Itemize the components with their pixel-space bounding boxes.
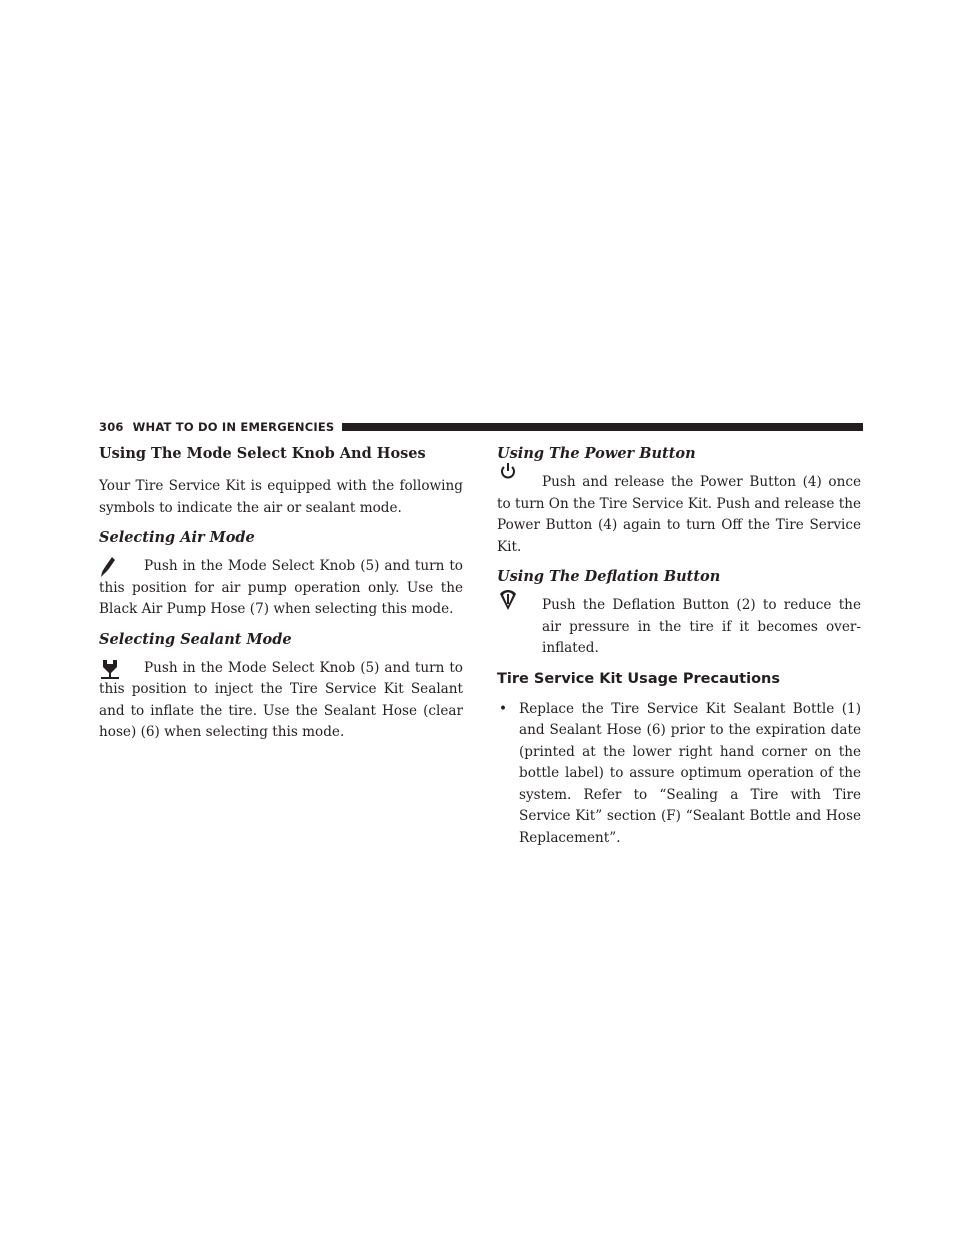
page-number: 306 [99,420,124,434]
left-column [99,444,463,753]
sealant-mode-title: Selecting Sealant Mode [99,630,292,648]
page-header [99,418,863,436]
power-button-paragraph [497,472,861,558]
mode-knob-intro: Your Tire Service Kit is equipped with the following symbols to indicate the air or sealant mode. [99,478,463,516]
air-mode-icon [99,556,121,578]
sealant-mode-icon [99,658,121,680]
bullet: • [499,700,508,717]
right-column [497,444,861,858]
power-button-text: Push and release the Power Button (4) once to turn On the Tire Service Kit. Push and release the Power Button (4) again to turn Off the Tire Service Kit. [497,474,861,555]
mode-knob-heading: Using The Mode Select Knob And Hoses [99,445,426,462]
list-item [497,699,861,850]
sealant-mode-paragraph [99,658,463,744]
air-mode-text: Push in the Mode Select Knob (5) and turn to this position for air pump operation only. Use the Black Air Pump Hose (7) when selecting this mode. [99,558,463,617]
header-rule [342,423,863,431]
precaution-text: Replace the Tire Service Kit Sealant Bottle (1) and Sealant Hose (6) prior to the expiration date (printed at the lower right hand corner on the bottle label) to assure optimum operation of the system. Refer to “Sealing a Tire with Tire Service Kit” section (F) “Sealant Bottle and Hose Replacement”. [519,700,861,846]
deflation-button-paragraph [497,595,861,660]
deflation-icon [497,589,519,611]
power-button-title: Using The Power Button [497,445,696,462]
sealant-mode-text: Push in the Mode Select Knob (5) and turn to this position to inject the Tire Service Kit Sealant and to inflate the tire. Use the Sealant Hose (clear hose) (6) when selecting this mode. [99,659,463,740]
power-icon [497,460,519,482]
precautions-heading: Tire Service Kit Usage Precautions [497,670,780,687]
air-mode-title: Selecting Air Mode [99,529,255,546]
air-mode-paragraph [99,556,463,621]
deflation-button-text: Push the Deflation Button (2) to reduce the air pressure in the tire if it becomes over-inflated. [542,597,861,656]
section-title: WHAT TO DO IN EMERGENCIES [132,420,335,434]
deflation-button-title: Using The Deflation Button [497,568,721,585]
